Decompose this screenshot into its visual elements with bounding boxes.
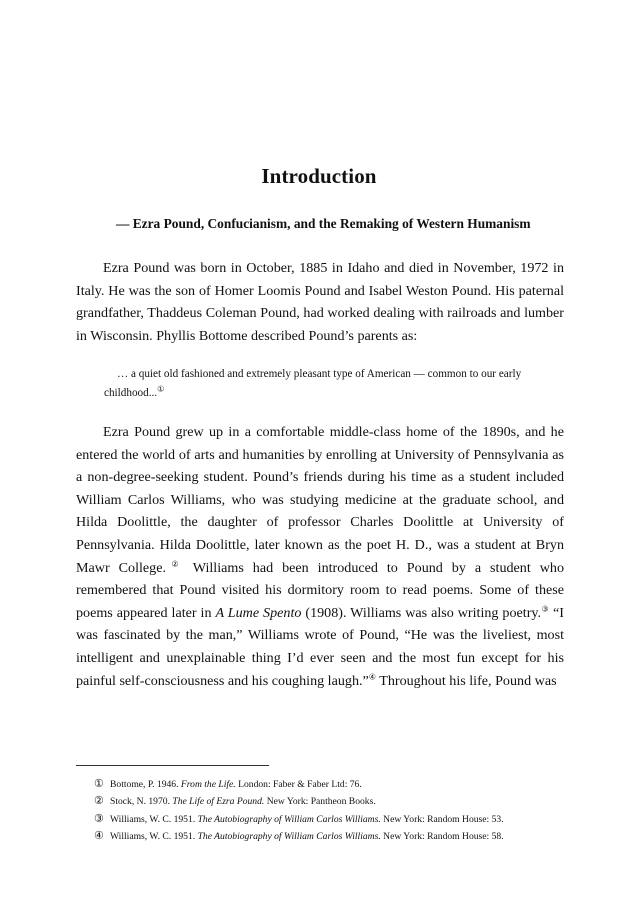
footnote-text: London: Faber & Faber Ltd: 76. — [235, 779, 362, 790]
paragraph-1: Ezra Pound was born in October, 1885 in Idaho and died in November, 1972 in Italy. He was the son of Homer Loomis Pound and Isabel Weston Pound. His paternal grandfather, Thaddeus Coleman Pound, had worked dealing with railroads and lumber in Wisconsin. Phyllis Bottome described Pound’s parents as: — [76, 260, 564, 344]
footnotes-list — [94, 776, 504, 846]
footnote-item — [94, 793, 504, 810]
paragraph-2-text-c: (1908). Williams was also writing poetry. — [301, 604, 542, 621]
footnote-divider — [76, 765, 269, 766]
footnote-text: New York: Pantheon Books. — [264, 796, 376, 808]
footnote-text: Stock, N. 1970. — [110, 796, 173, 808]
footnote-title: From the Life. — [180, 779, 236, 790]
paragraph-2-text-b: Williams had been introduced to Pound by a student who remembered that Pound visited his dormitory room to read poems. Some of these poems appeared later in — [76, 559, 564, 621]
quote-text: … a quiet old fashioned and extremely pleasant type of American — common to our early childhood... — [104, 368, 522, 399]
footnote-ref-1[interactable]: ① — [157, 384, 165, 394]
footnote-ref-2[interactable]: ② — [165, 558, 185, 568]
footnote-text: Bottome, P. 1946. — [110, 779, 181, 790]
footnote-title: The Life of Ezra Pound. — [172, 796, 265, 808]
footnote-text: New York: Random House: 58. — [380, 831, 504, 843]
paragraph-2-text-d: “I was fascinated by the man,” Williams wrote of Pound, “He was the liveliest, most intelligent and unexplainable thing I’d ever seen and the most fun except for his painful self-consciousness and his coughing laugh.” — [76, 604, 564, 689]
footnote-item — [94, 811, 504, 828]
page-title: Introduction — [261, 164, 377, 188]
footnote-marker: ② — [94, 795, 104, 808]
paragraph-2-text-a: Ezra Pound grew up in a comfortable middle-class home of the 1890s, and he entered the world of arts and humanities by enrolling at University of Pennsylvania as a non-degree-seeking student. Pound’s friends during his time as a student included William Carlos Williams, who was studying medicine at the graduate school, and Hilda Doolittle, the daughter of professor Charles Doolittle at University of Pennsylvania. Hilda Doolittle, later known as the poet H. D., was a student at Bryn Mawr College. — [76, 424, 564, 576]
footnote-marker: ① — [94, 778, 104, 790]
footnote-text: Williams, W. C. 1951. — [110, 813, 198, 825]
footnote-text: New York: Random House: 53. — [380, 813, 504, 825]
page-subtitle: — Ezra Pound, Confucianism, and the Remaking of Western Humanism — [116, 216, 531, 231]
paragraph-2-text-e: Throughout his life, Pound was — [375, 672, 557, 689]
footnote-item — [94, 828, 504, 845]
footnote-ref-4[interactable]: ④ — [368, 671, 376, 681]
footnote-text: Williams, W. C. 1951. — [110, 831, 198, 843]
footnote-marker: ④ — [94, 830, 104, 843]
footnote-ref-3[interactable]: ③ — [541, 604, 550, 614]
footnote-title: The Autobiography of William Carlos Williams. — [197, 831, 381, 843]
footnote-title: The Autobiography of William Carlos Williams. — [197, 813, 381, 825]
book-title-a-lume-spento: A Lume Spento — [215, 604, 302, 621]
footnote-item — [94, 776, 504, 793]
paragraph-2 — [76, 421, 564, 692]
footnote-marker: ③ — [94, 812, 104, 825]
block-quote — [104, 365, 540, 403]
